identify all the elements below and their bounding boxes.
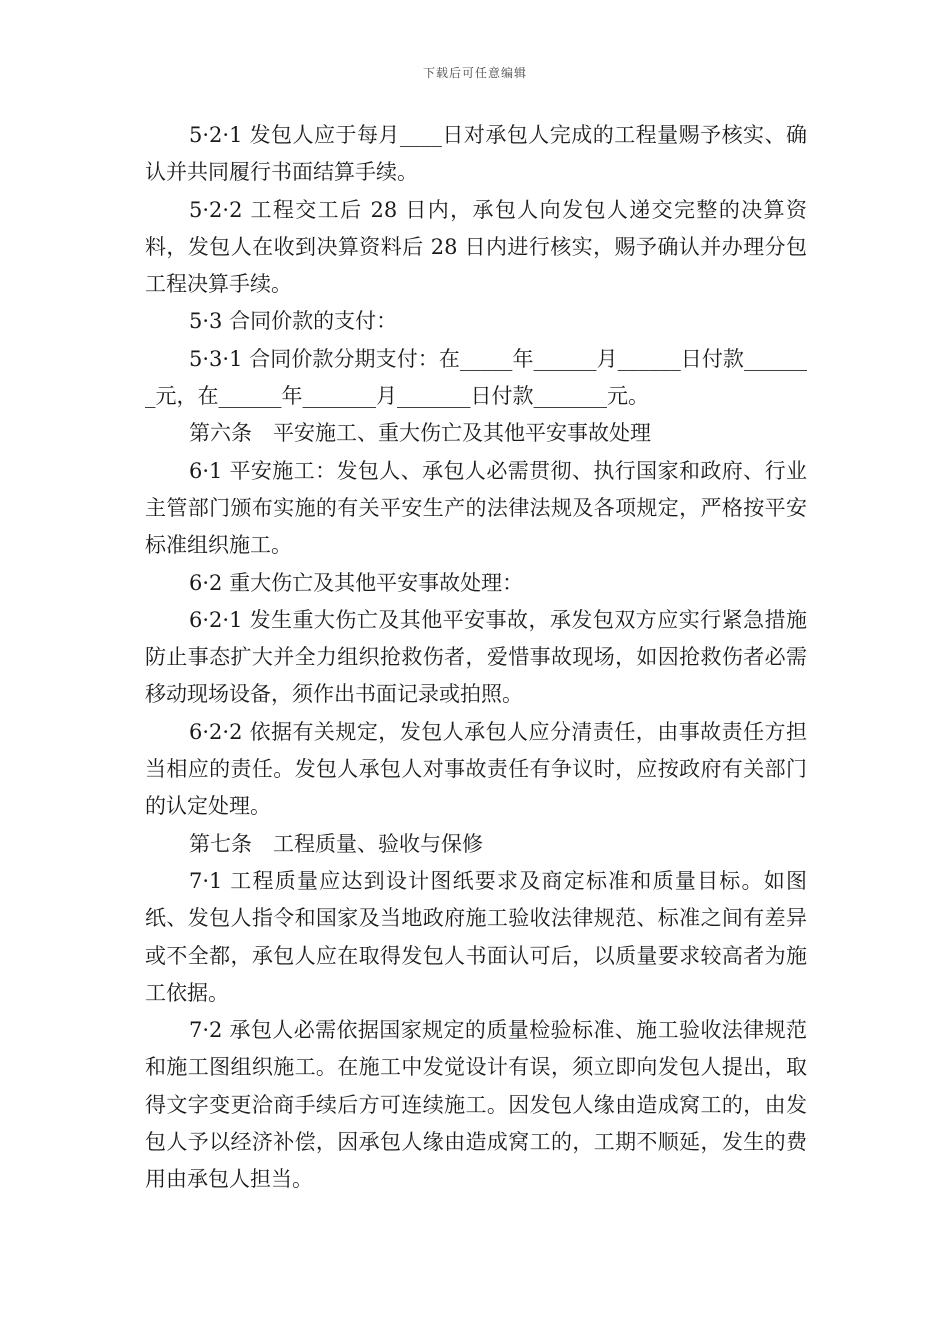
- clause-7-2: 7·2 承包人必需依据国家规定的质量检验标准、施工验收法律规范和施工图组织施工。在施工中发觉设计有误，须立即向发包人提出，取得文字变更洽商手续后方可连续施工。因发包人缘由造成窝工的，由发包人予以经济补偿，因承包人缘由造成窝工的，工期不顺延，发生的费用由承包人担当。: [145, 1018, 807, 1192]
- article-6-heading: 第六条 平安施工、重大伤亡及其他平安事故处理: [189, 421, 651, 446]
- article-7-heading: 第七条 工程质量、验收与保修: [189, 831, 483, 856]
- clause-5-2-2: 5·2·2 工程交工后 28 日内，承包人向发包人递交完整的决算资料，发包人在收到决算资料后 28 日内进行核实，赐予确认并办理分包工程决算手续。: [145, 197, 807, 297]
- clause-5-3-1: 5·3·1 合同价款分期支付：在_____年______月______日付款_______元，在______年_______月_______日付款_______元。: [145, 346, 807, 409]
- document-body: [145, 117, 807, 1199]
- clause-6-1: 6·1 平安施工：发包人、承包人必需贯彻、执行国家和政府、行业主管部门颁布实施的有关平安生产的法律法规及各项规定，严格按平安标准组织施工。: [145, 458, 807, 558]
- clause-6-2: 6·2 重大伤亡及其他平安事故处理：: [189, 570, 524, 595]
- clause-7-1: 7·1 工程质量应达到设计图纸要求及商定标准和质量目标。如图纸、发包人指令和国家及当地政府施工验收法律规范、标准之间有差异或不全都，承包人应在取得发包人书面认可后，以质量要求较高者为施工依据。: [145, 868, 807, 1005]
- clause-5-3: 5·3 合同价款的支付：: [189, 309, 398, 334]
- clause-5-2-1: 5·2·1 发包人应于每月____日对承包人完成的工程量赐予核实、确认并共同履行书面结算手续。: [145, 123, 807, 185]
- clause-6-2-2: 6·2·2 依据有关规定，发包人承包人应分清责任，由事故责任方担当相应的责任。发包人承包人对事故责任有争议时，应按政府有关部门的认定处理。: [145, 719, 807, 819]
- page-header: 下载后可任意编辑: [422, 66, 527, 80]
- clause-6-2-1: 6·2·1 发生重大伤亡及其他平安事故，承发包双方应实行紧急措施防止事态扩大并全力组织抢救伤者，爱惜事故现场，如因抢救伤者必需移动现场设备，须作出书面记录或拍照。: [145, 607, 807, 707]
